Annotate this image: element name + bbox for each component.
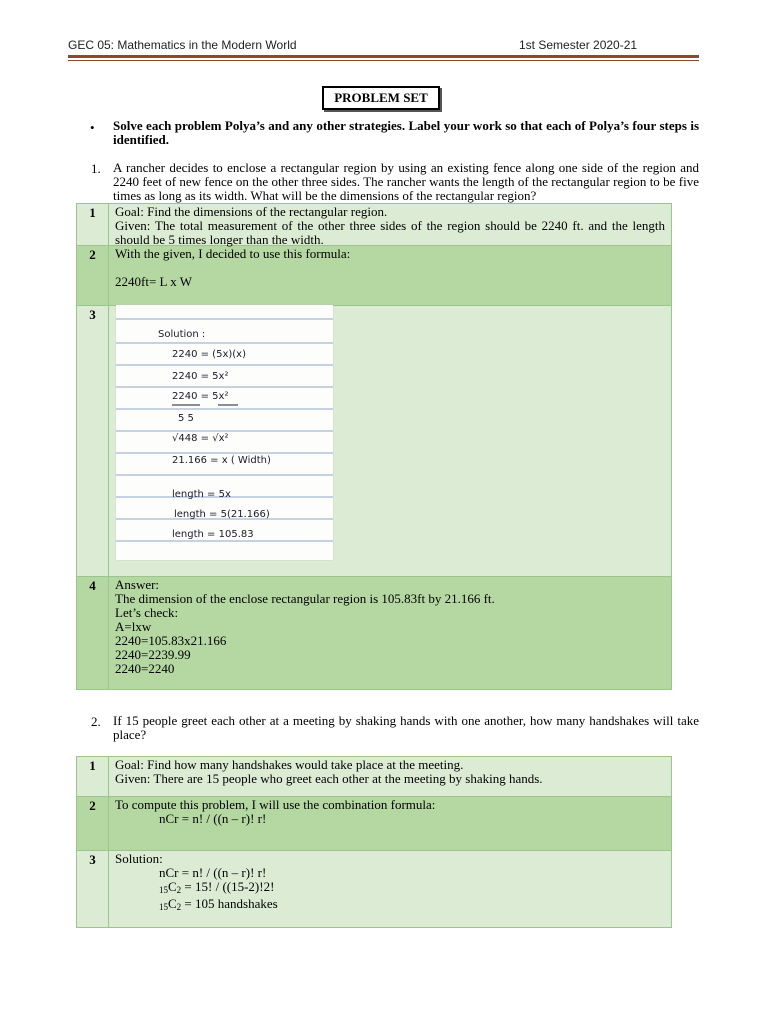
check-label: Let’s check: — [115, 605, 179, 620]
header-rule-thin — [68, 60, 699, 61]
step-row-1 — [77, 757, 671, 797]
step-row-2 — [77, 797, 671, 851]
step-row-3 — [77, 851, 671, 927]
hw-line: 2240 = 5x² — [172, 371, 229, 382]
problem-2-table — [76, 756, 672, 928]
semester-header: 1st Semester 2020-21 — [519, 38, 638, 52]
formula-text: 2240ft= L x W — [115, 274, 193, 289]
result-line: $15C_2 = 105$ handshakes — [159, 896, 278, 912]
check-line: 2240=105.83x21.166 — [115, 633, 227, 648]
plan-text: With the given, I decided to use this formula: — [115, 246, 351, 261]
hw-line: 21.166 = x ( Width) — [172, 455, 271, 466]
goal-text: Goal: Find the dimensions of the rectangular region. — [115, 204, 388, 219]
step-number: 1 — [77, 757, 109, 796]
given-text: Given: There are 15 people who greet each other at the meeting by shaking hands. — [115, 771, 543, 786]
problem-1-number: 1. — [91, 161, 101, 176]
hw-line: √448 = √x² — [172, 433, 229, 444]
check-line: 2240=2240 — [115, 661, 175, 676]
step-number: 4 — [77, 577, 109, 689]
handwritten-solution-image — [116, 305, 333, 560]
step-content — [109, 577, 671, 689]
given-text: Given: The total measurement of the other three sides of the region should be 2240 ft. and the length should be 5 times longer than the width. — [115, 218, 665, 247]
step-number: 1 — [77, 204, 109, 245]
step-row-4 — [77, 577, 671, 689]
header-rule — [68, 55, 699, 58]
goal-text: Goal: Find how many handshakes would take place at the meeting. — [115, 757, 464, 772]
step-content — [109, 797, 671, 850]
problem-1-text: A rancher decides to enclose a rectangular region by using an existing fence along one side of the region and 2240 feet of new fence on the other three sides. The rancher wants the length of the rectangular region to be five times as long as its width. What will be the dimensions of the rectangular region? — [113, 160, 699, 203]
problem-2-number: 2. — [91, 714, 101, 729]
step-number: 2 — [77, 246, 109, 305]
answer-text: The dimension of the enclose rectangular region is 105.83ft by 21.166 ft. — [115, 591, 495, 606]
hw-line: length = 5(21.166) — [174, 509, 270, 520]
hw-line: 5 5 — [178, 413, 194, 424]
blank-line — [115, 261, 665, 275]
step-content — [109, 204, 671, 245]
check-line: 2240=2239.99 — [115, 647, 191, 662]
computation-line: $15C_2 = 15$! / ((15-2)!2! — [159, 879, 275, 895]
formula-text: nCr = n! / ((n – r)! r! — [159, 865, 267, 880]
formula-text: nCr = n! / ((n – r)! r! — [159, 811, 267, 826]
step-number: 3 — [77, 851, 109, 927]
bullet: • — [90, 120, 95, 135]
hw-line: 2240 = 5x² — [172, 391, 229, 402]
step-content — [109, 246, 671, 305]
hw-line: length = 5x — [172, 489, 231, 500]
hw-line: length = 105.83 — [172, 529, 254, 540]
step-number: 2 — [77, 797, 109, 850]
answer-label: Answer: — [115, 577, 160, 592]
hw-line: 2240 = (5x)(x) — [172, 349, 246, 360]
solution-label: Solution: — [115, 851, 163, 866]
ruled-paper — [116, 305, 333, 560]
page-title: PROBLEM SET — [322, 86, 440, 110]
step-content — [109, 851, 671, 927]
step-content — [109, 757, 671, 796]
check-line: A=lxw — [115, 619, 152, 634]
step-number: 3 — [77, 306, 109, 576]
step-row-1 — [77, 204, 671, 246]
plan-text: To compute this problem, I will use the combination formula: — [115, 797, 436, 812]
problem-2-text: If 15 people greet each other at a meeting by shaking hands with one another, how many handshakes will take place? — [113, 713, 699, 742]
instruction-text: Solve each problem Polya’s and any other strategies. Label your work so that each of Polya’s four steps is identified. — [113, 118, 699, 147]
hw-heading: Solution : — [158, 329, 206, 340]
course-header: GEC 05: Mathematics in the Modern World — [68, 38, 297, 52]
step-row-2 — [77, 246, 671, 306]
